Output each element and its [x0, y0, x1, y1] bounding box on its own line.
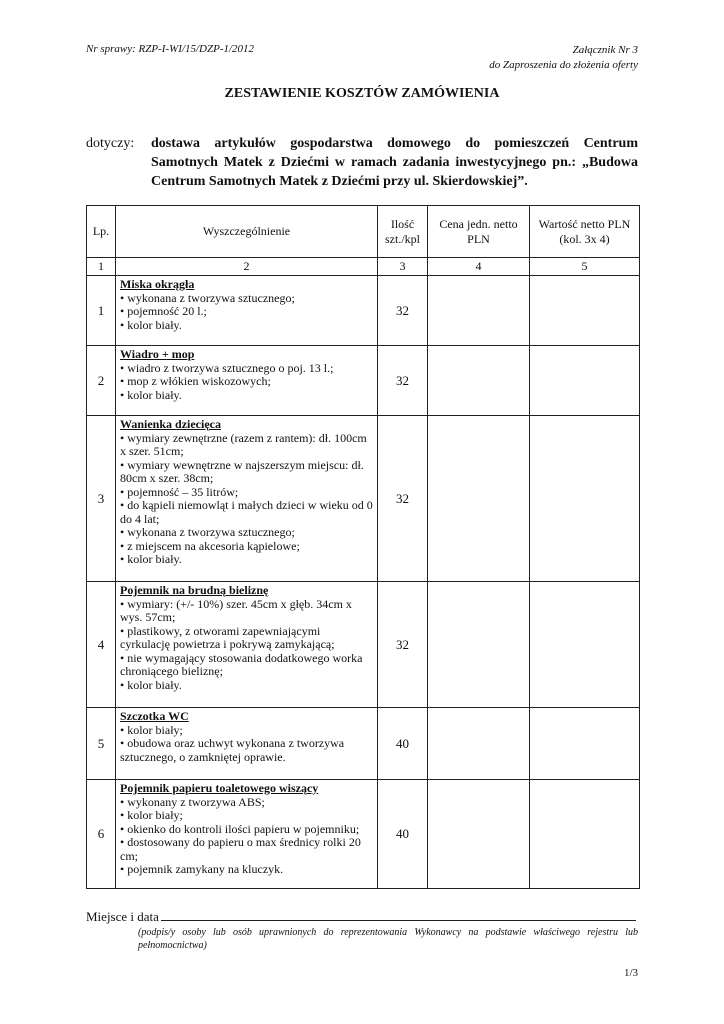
row-description — [116, 416, 378, 582]
row-description — [116, 276, 378, 346]
item-spec-line: • wymiary: (+/- 10%) szer. 45cm x głęb. 34cm x wys. 57cm; — [120, 596, 352, 624]
item-name: Wiadro + mop — [120, 347, 195, 361]
row-qty: 40 — [378, 780, 428, 889]
column-number-row — [87, 258, 640, 276]
column-number: 3 — [378, 258, 428, 276]
row-lp: 5 — [87, 708, 116, 780]
row-lp: 4 — [87, 582, 116, 708]
item-spec-line: • mop z włókien wiskozowych; — [120, 374, 271, 388]
column-number: 1 — [87, 258, 116, 276]
attachment-label — [489, 43, 638, 73]
row-value[interactable] — [530, 276, 640, 346]
item-name: Szczotka WC — [120, 709, 189, 723]
row-value[interactable] — [530, 416, 640, 582]
table-row — [87, 708, 640, 780]
item-spec-line: • kolor biały. — [120, 317, 182, 332]
header-unit-price-line2: PLN — [467, 231, 490, 246]
item-spec-line: • z miejscem na akcesoria kąpielowe; — [120, 538, 300, 553]
item-name: Pojemnik na brudną bieliznę — [120, 583, 269, 597]
table-row — [87, 416, 640, 582]
row-lp: 6 — [87, 780, 116, 889]
header-lp: Lp. — [87, 206, 116, 258]
column-number: 2 — [116, 258, 378, 276]
row-lp: 2 — [87, 346, 116, 416]
row-value[interactable] — [530, 708, 640, 780]
row-lp: 3 — [87, 416, 116, 582]
row-qty: 32 — [378, 582, 428, 708]
header-spec: Wyszczególnienie — [116, 206, 378, 258]
row-description — [116, 780, 378, 889]
item-name: Pojemnik papieru toaletowego wiszący — [120, 781, 319, 795]
table-row — [87, 276, 640, 346]
item-spec-line: • kolor biały; — [120, 808, 183, 822]
item-spec-line: • wymiary zewnętrzne (razem z rantem): dł. 100cm x szer. 51cm; — [120, 430, 367, 458]
item-spec-line: • wykonana z tworzywa sztucznego; — [120, 525, 295, 539]
item-spec-line: • pojemność 20 l.; — [120, 304, 207, 318]
item-spec-line: • okienko do kontroli ilości papieru w pojemniku; — [120, 821, 360, 836]
attachment-number: Załącznik Nr 3 — [572, 44, 638, 56]
row-unit-price[interactable] — [428, 582, 530, 708]
item-spec-line: • dostosowany do papieru o max średnicy rolki 20 cm; — [120, 835, 361, 863]
signature-rule — [161, 910, 636, 921]
item-name: Miska okrągła — [120, 277, 195, 291]
case-number: Nr sprawy: RZP-I-WI/15/DZP-1/2012 — [86, 43, 255, 55]
document-title: ZESTAWIENIE KOSZTÓW ZAMÓWIENIA — [224, 86, 500, 101]
item-spec-line: • kolor biały. — [120, 552, 182, 566]
header-qty-line1: Ilość — [390, 216, 415, 231]
row-description — [116, 346, 378, 416]
item-spec-line: • obudowa oraz uchwyt wykonana z tworzywa sztucznego, o zamkniętej oprawie. — [120, 736, 345, 764]
subject-label: dotyczy: — [86, 136, 135, 151]
place-date-line — [86, 909, 636, 925]
header-value-line1: Wartość netto PLN — [538, 216, 631, 231]
item-spec-line: • do kąpieli niemowląt i małych dzieci w wieku od 0 do 4 lat; — [120, 498, 373, 526]
item-spec-line: • pojemnik zamykany na kluczyk. — [120, 862, 284, 876]
row-description — [116, 582, 378, 708]
item-spec-line: • wykonany z tworzywa ABS; — [120, 794, 265, 809]
subject-text: dostawa artykułów gospodarstwa domowego do pomieszczeń Centrum Samotnych Matek z Dziećmi w ramach zadania inwestycyjnego pn.: „Budowa Centrum Samotnych Matek z Dziećmi przy ul. Skierdowskiej”. — [151, 136, 638, 189]
row-description — [116, 708, 378, 780]
row-qty: 40 — [378, 708, 428, 780]
row-unit-price[interactable] — [428, 708, 530, 780]
header-value-line2: (kol. 3x 4) — [559, 231, 610, 246]
item-spec-line: • wiadro z tworzywa sztucznego o poj. 13 l.; — [120, 360, 334, 375]
item-spec-line: • pojemność – 35 litrów; — [120, 484, 239, 499]
table-row — [87, 780, 640, 889]
attachment-subtitle: do Zaproszenia do złożenia oferty — [489, 59, 638, 71]
table-row — [87, 582, 640, 708]
header-qty-line2: szt./kpl — [385, 231, 420, 246]
row-qty: 32 — [378, 346, 428, 416]
item-spec-line: • kolor biały; — [120, 722, 183, 737]
item-spec-line: • wykonana z tworzywa sztucznego; — [120, 290, 295, 305]
header-value — [530, 206, 640, 258]
column-number: 5 — [530, 258, 640, 276]
row-unit-price[interactable] — [428, 346, 530, 416]
signature-note: (podpis/y osoby lub osób uprawnionych do reprezentowania Wykonawcy na podstawie właściwego rejestru lub pełnomocnictwa) — [138, 927, 638, 951]
table-header-row — [87, 206, 640, 258]
item-spec-line: • kolor biały. — [120, 677, 182, 692]
item-spec-line: • wymiary wewnętrzne w najszerszym miejscu: dł. 80cm x szer. 38cm; — [120, 457, 364, 485]
row-value[interactable] — [530, 780, 640, 889]
subject-block — [86, 134, 638, 191]
row-qty: 32 — [378, 416, 428, 582]
row-value[interactable] — [530, 582, 640, 708]
row-unit-price[interactable] — [428, 276, 530, 346]
row-value[interactable] — [530, 346, 640, 416]
item-name: Wanienka dziecięca — [120, 417, 221, 431]
page-number: 1/3 — [623, 967, 638, 979]
header-unit-price — [428, 206, 530, 258]
table-row — [87, 346, 640, 416]
header-qty — [378, 206, 428, 258]
row-unit-price[interactable] — [428, 416, 530, 582]
cost-table — [86, 205, 640, 889]
row-unit-price[interactable] — [428, 780, 530, 889]
item-spec-line: • plastikowy, z otworami zapewniającymi cyrkulację powietrza i pokrywą zamykającą; — [120, 623, 335, 651]
row-lp: 1 — [87, 276, 116, 346]
header-unit-price-line1: Cena jedn. netto — [439, 216, 518, 231]
item-spec-line: • nie wymagający stosowania dodatkowego worka chroniącego bieliznę; — [120, 650, 363, 678]
row-qty: 32 — [378, 276, 428, 346]
column-number: 4 — [428, 258, 530, 276]
place-date-label: Miejsce i data — [86, 909, 159, 924]
item-spec-line: • kolor biały. — [120, 387, 182, 402]
